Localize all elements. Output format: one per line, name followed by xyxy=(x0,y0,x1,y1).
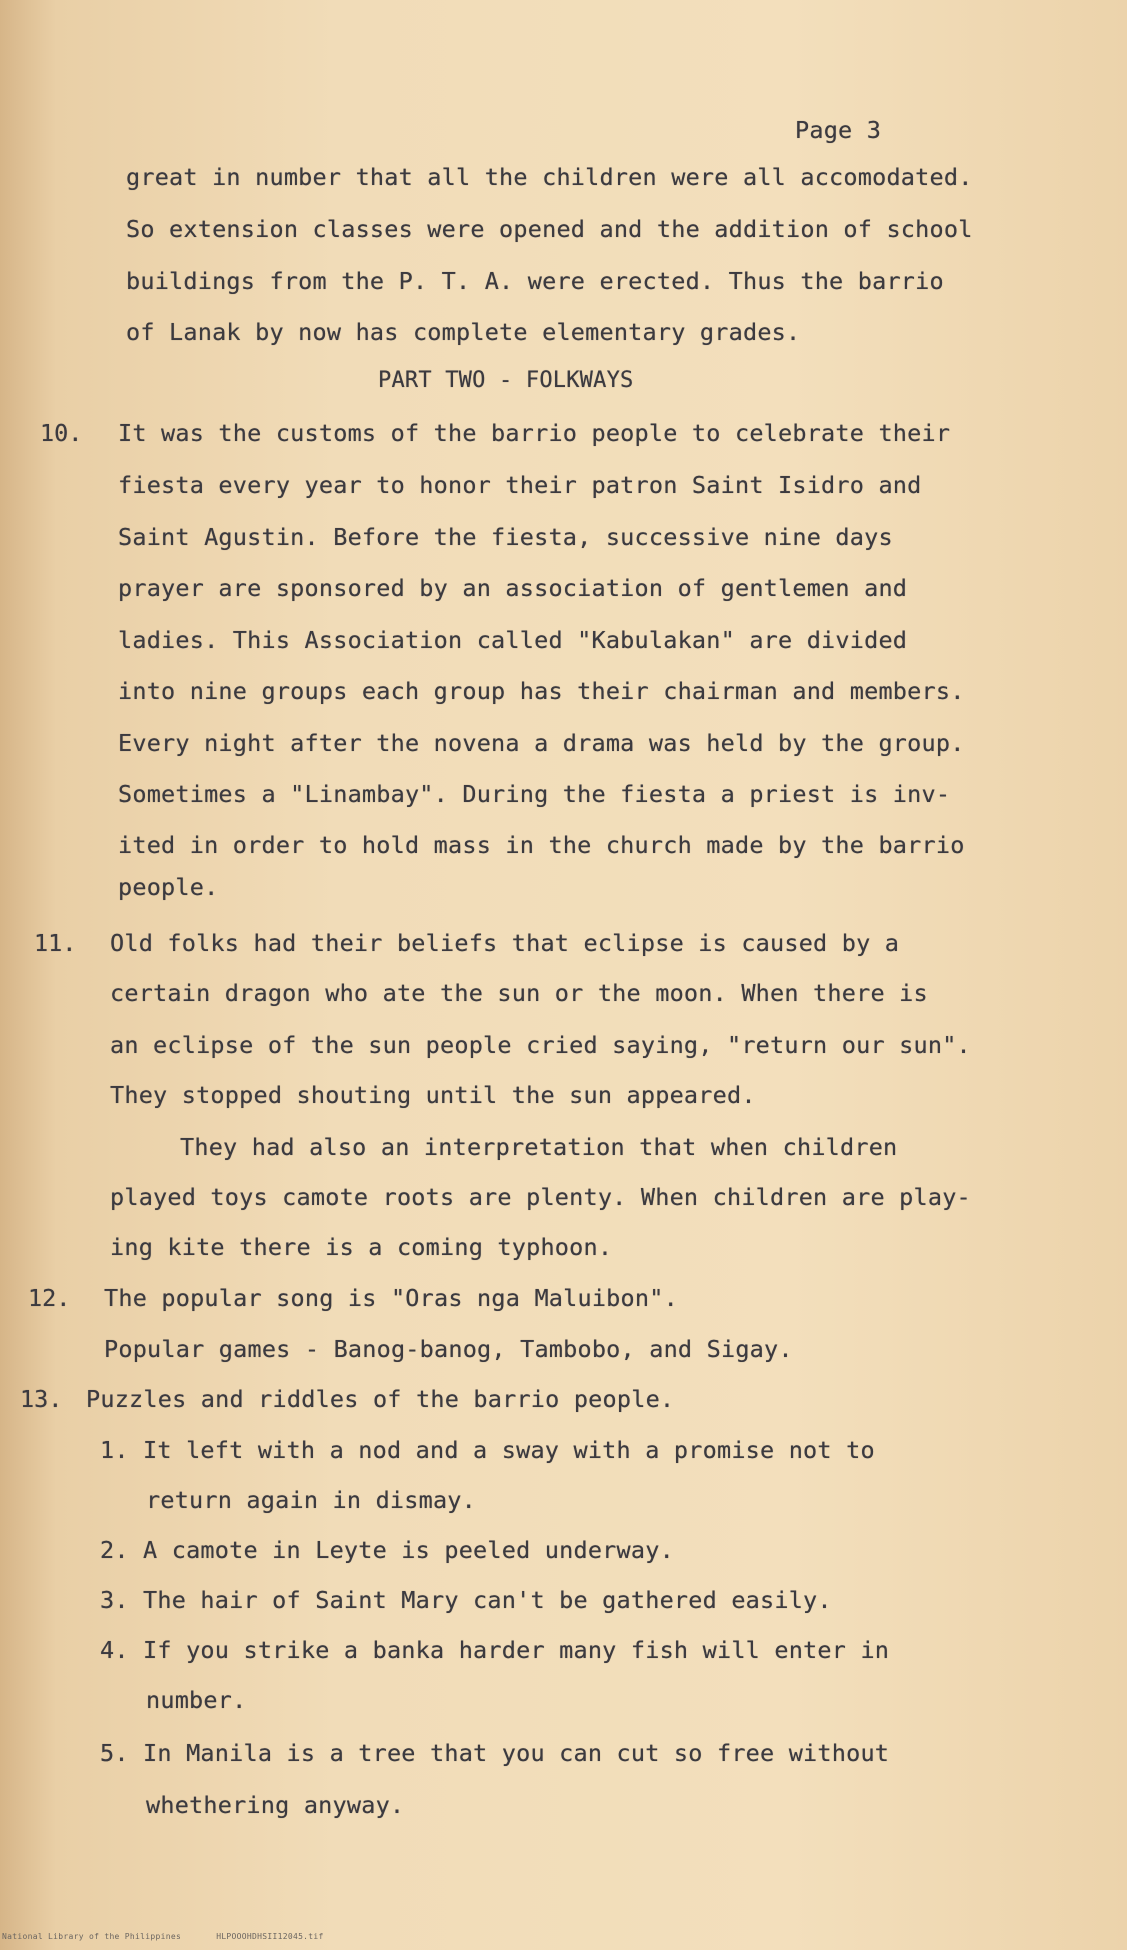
riddle-line: number. xyxy=(146,1686,247,1714)
item10-line: prayer are sponsored by an association of gentlemen and xyxy=(118,574,908,602)
intro-line: So extension classes were opened and the addition of school xyxy=(126,215,973,243)
intro-line: of Lanak by now has complete elementary grades. xyxy=(126,318,801,346)
riddle-line: return again in dismay. xyxy=(146,1486,477,1514)
item11-line: They stopped shouting until the sun appeared. xyxy=(110,1081,756,1109)
item11-line: Old folks had their beliefs that eclipse is caused by a xyxy=(110,929,900,957)
riddle-line: 2. A camote in Leyte is peeled underway. xyxy=(100,1536,674,1564)
intro-line: great in number that all the children were all accomodated. xyxy=(126,163,973,191)
item10-line: people. xyxy=(118,873,219,901)
file-id: HLPOOOHDHSII12045.tif xyxy=(216,1932,324,1941)
riddle-line: 3. The hair of Saint Mary can't be gathered easily. xyxy=(100,1586,832,1614)
item10-line: Sometimes a "Linambay". During the fiesta a priest is inv- xyxy=(118,780,951,808)
scan-footer xyxy=(2,1932,354,1941)
riddle-line: 5. In Manila is a tree that you can cut so free without xyxy=(100,1739,890,1767)
item10-line: Saint Agustin. Before the fiesta, successive nine days xyxy=(118,523,893,551)
item10-line: ladies. This Association called "Kabulakan" are divided xyxy=(118,626,908,654)
item11-line: certain dragon who ate the sun or the moon. When there is xyxy=(110,979,928,1007)
item10-line: ited in order to hold mass in the church made by the barrio xyxy=(118,831,965,859)
section-heading: PART TWO - FOLKWAYS xyxy=(378,368,634,393)
library-name: National Library of the Philippines xyxy=(2,1932,182,1941)
item11-line: They had also an interpretation that when children xyxy=(180,1133,898,1161)
riddle-line: 4. If you strike a banka harder many fish will enter in xyxy=(100,1636,890,1664)
item11-line: ing kite there is a coming typhoon. xyxy=(110,1233,613,1261)
item13-title: Puzzles and riddles of the barrio people. xyxy=(86,1385,675,1413)
item-number-10: 10. xyxy=(40,419,83,447)
item-number-12: 12. xyxy=(28,1284,71,1312)
intro-line: buildings from the P. T. A. were erected. Thus the barrio xyxy=(126,267,944,295)
item10-line: It was the customs of the barrio people to celebrate their xyxy=(118,419,951,447)
item10-line: Every night after the novena a drama was held by the group. xyxy=(118,729,965,757)
item10-line: into nine groups each group has their chairman and members. xyxy=(118,677,965,705)
item12-line: The popular song is "Oras nga Maluibon". xyxy=(104,1284,678,1312)
item-number-13: 13. xyxy=(20,1385,63,1413)
riddle-line: 1. It left with a nod and a sway with a promise not to xyxy=(100,1436,875,1464)
item12-line: Popular games - Banog-banog, Tambobo, and Sigay. xyxy=(104,1335,793,1363)
item-number-11: 11. xyxy=(34,929,77,957)
item10-line: fiesta every year to honor their patron Saint Isidro and xyxy=(118,471,922,499)
page-number: Page 3 xyxy=(795,116,882,144)
item11-line: an eclipse of the sun people cried saying, "return our sun". xyxy=(110,1031,971,1059)
riddle-line: whethering anyway. xyxy=(146,1791,405,1819)
item11-line: played toys camote roots are plenty. When children are play- xyxy=(110,1183,971,1211)
